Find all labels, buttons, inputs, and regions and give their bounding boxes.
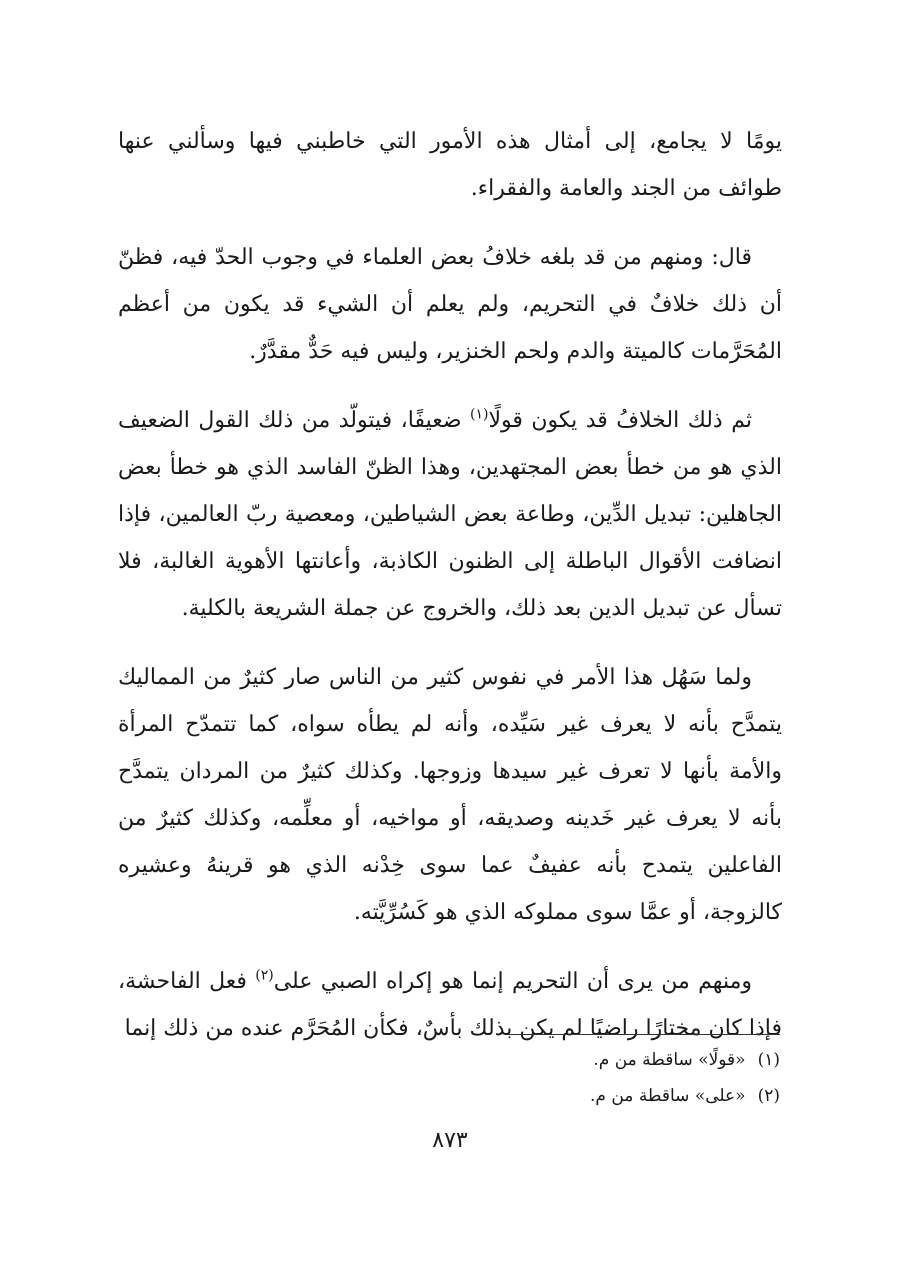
footnote-separator: [508, 1034, 780, 1035]
footnote-marker-1[interactable]: (١): [470, 406, 489, 423]
footnote-1-text: «قولًا» ساقطة من م.: [593, 1050, 746, 1070]
footnote-1: [118, 1042, 780, 1078]
main-text: [118, 118, 782, 1052]
footnote-2: [118, 1078, 780, 1114]
footnotes: [118, 1042, 780, 1114]
paragraph-3-text-b: ضعيفًا، فيتولّد من ذلك القول الضعيف الذي هو من خطأ بعض المجتهدين، وهذا الظنّ الفاسد الذي هو خطأ بعض الجاهلين: تبديل الدِّين، وطاعة بعض الشياطين، ومعصية ربّ العالمين، فإذا انضافت الأقوال الباطلة إلى الظنون الكاذبة، وأعانتها الأهوية الغالبة، فلا تسأل عن تبديل الدين بعد ذلك، والخروج عن جملة الشريعة بالكلية.: [118, 408, 782, 621]
paragraph-5-text-b: فعل الفاحشة، فإذا كان مختارًا راضيًا لم يكن بذلك بأسٌ، فكأن المُحَرَّم عنده من ذلك إنما: [118, 969, 782, 1041]
paragraph-3: [118, 397, 782, 632]
paragraph-4: [118, 654, 782, 936]
page-number: ٨٧٣: [432, 1128, 468, 1153]
footnote-1-number: (١): [757, 1050, 780, 1070]
paragraph-2-text: قال: ومنهم من قد بلغه خلافُ بعض العلماء في وجوب الحدّ فيه، فظنّ أن ذلك خلافٌ في التحريم، ولم يعلم أن الشيء قد يكون من أعظم المُحَرَّمات كالميتة والدم ولحم الخنزير، وليس فيه حَدٌّ مقدَّرٌ.: [118, 245, 782, 364]
paragraph-3-text-a: ثم ذلك الخلافُ قد يكون قولًا: [488, 408, 752, 433]
footnote-2-number: (٢): [757, 1086, 780, 1106]
paragraph-5: [118, 958, 782, 1052]
footnote-marker-2[interactable]: (٢): [255, 967, 274, 984]
paragraph-1-text: يومًا لا يجامع، إلى أمثال هذه الأمور التي خاطبني فيها وسألني عنها طوائف من الجند والعامة والفقراء.: [118, 129, 782, 201]
paragraph-2: [118, 234, 782, 375]
paragraph-5-text-a: ومنهم من يرى أن التحريم إنما هو إكراه الصبي على: [273, 969, 752, 994]
footnote-2-text: «على» ساقطة من م.: [590, 1086, 746, 1106]
paragraph-4-text: ولما سَهُل هذا الأمر في نفوس كثير من الناس صار كثيرٌ من المماليك يتمدَّح بأنه لا يعرف غير سَيِّده، وأنه لم يطأه سواه، كما تتمدّح المرأة والأمة بأنها لا تعرف غير سيدها وزوجها. وكذلك كثيرٌ من المردان يتمدَّح بأنه لا يعرف غير خَدينه وصديقه، أو مواخيه، أو معلِّمه، وكذلك كثيرٌ من الفاعلين يتمدح بأنه عفيفٌ عما سوى خِدْنه الذي هو قرينهُ وعشيره كالزوجة، أو عمَّا سوى مملوكه الذي هو كَسُرِّيَّته.: [118, 665, 782, 925]
paragraph-1: [118, 118, 782, 212]
